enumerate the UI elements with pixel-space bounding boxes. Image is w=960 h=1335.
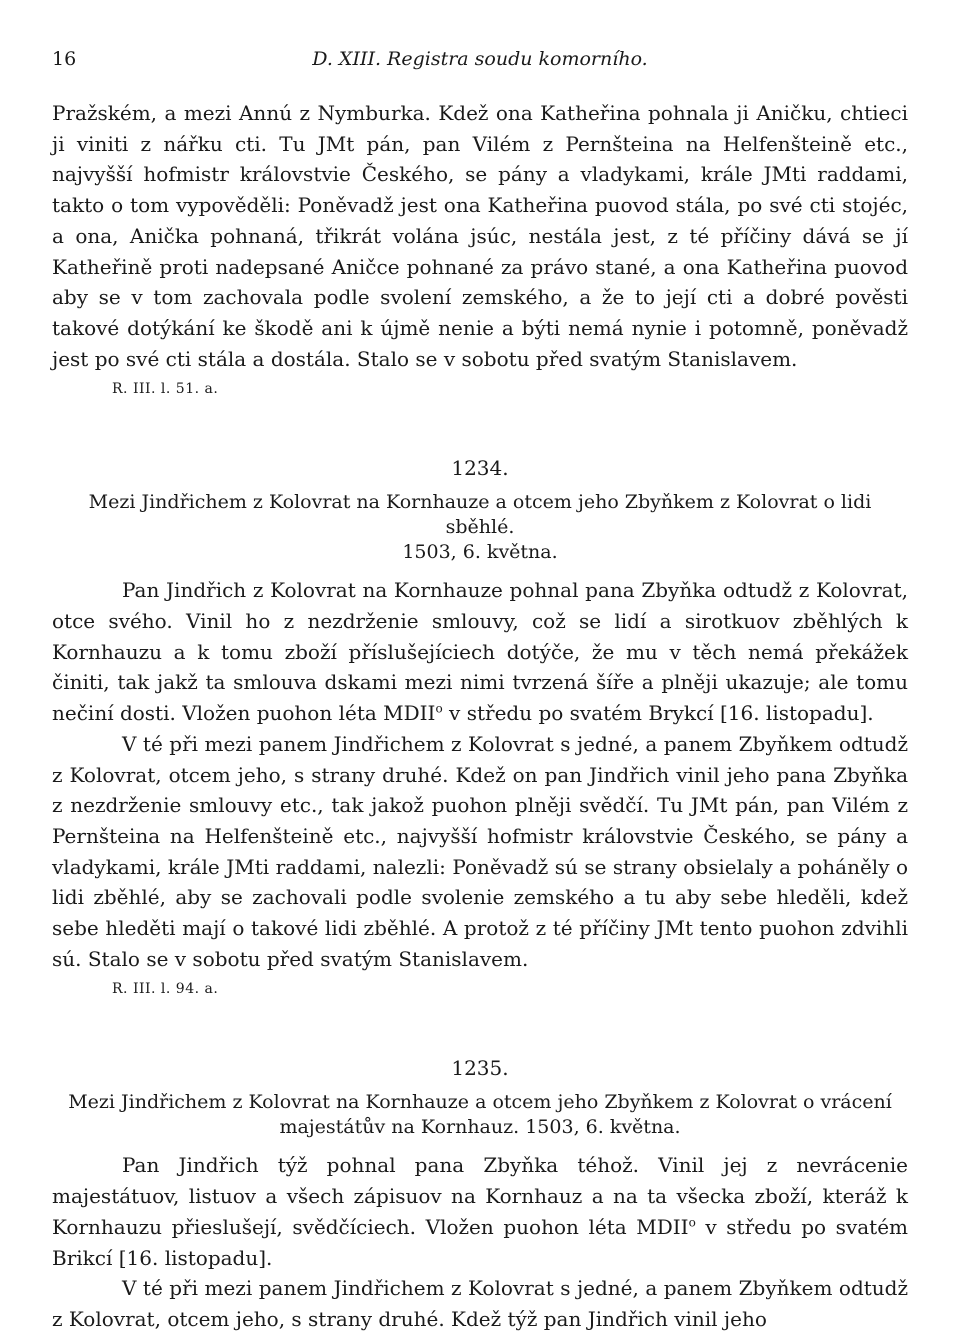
running-title: D. XIII. Registra soudu komorního. xyxy=(312,48,648,70)
entry-paragraph xyxy=(52,575,908,729)
entry-heading xyxy=(52,490,908,565)
entry-heading-text: Mezi Jindřichem z Kolovrat na Kornhauze a otcem jeho Zbyňkem z Kolovrat o lidi sběhlé. xyxy=(88,491,872,539)
entry-heading xyxy=(52,1090,908,1140)
superscript: o xyxy=(435,701,443,716)
entry-heading-text: Mezi Jindřichem z Kolovrat na Kornhauze a otcem jeho Zbyňkem z Kolovrat o vrácení majestátův na Kornhauz. 1503, 6. května. xyxy=(68,1091,892,1139)
page-number: 16 xyxy=(52,48,77,70)
paragraph-text: Pan Jindřich z Kolovrat na Kornhauze pohnal pana Zbyňka odtudž z Kolovrat, otce svého. Vinil ho z nezdrženie smlouvy, což se lidí a sirotkuov zběhlých k Kornhauzu a k tomu zboží příslušejíciech dotýče, že mu v těch nemá překážek činiti, tak jakž ta smlouva dskami mezi nimi tvrzená šíře a plněji ukazuje; ale tomu nečiní dosti. Vložen puohon léta MDII xyxy=(52,578,908,726)
paragraph-text: v středu po svatém Brikcí [16. listopadu]. xyxy=(52,1214,908,1270)
entry-number: 1235. xyxy=(451,1056,509,1081)
entry-paragraph xyxy=(52,1150,908,1273)
continuation-paragraph: Pražském, a mezi Annú z Nymburka. Kdež ona Katheřina pohnala ji Aničku, chtieci ji viniti z nářku cti. Tu JMt pán, pan Vilém z Pernšteina na Helfenšteině etc., najvyšší hofmistr královstvie Českého, se pány a vladykami, krále JMti raddami, takto o tom vypověděli: Poněvadž jest ona Katheřina puovod stála, po své cti stojéc, a ona, Anička pohnaná, třikrát volána jsúc, nestála jest, z té příčiny dává se jí Katheřině proti nadepsané Aničce pohnané za právo stané, a ona Katheřina puovod aby se v tom zachovala podle svolení zemského, a že to její cti a dobré pověsti takové dotýkání ke škodě ani k újmě nenie a býti nemá nynie i potomně, poněvadž jest po své cti stála a dostála. Stalo se v sobotu před svatým Stanislavem. xyxy=(52,101,908,371)
page-body xyxy=(52,98,908,1335)
paragraph-text: v středu po svatém Brykcí [16. listopadu]. xyxy=(442,701,874,726)
source-reference: R. III. l. 51. a. xyxy=(112,381,219,398)
source-reference: R. III. l. 94. a. xyxy=(112,981,219,998)
entry-paragraph: V té při mezi panem Jindřichem z Kolovrat s jedné, a panem Zbyňkem odtudž z Kolovrat, otcem jeho, s strany druhé. Kdež on pan Jindřich vinil jeho pana Zbyňka z nezdrženie smlouvy etc., tak jakož puohon plněji svědčí. Tu JMt pán, pan Vilém z Pernšteina na Helfenšteině etc., najvyšší hofmistr královstvie Českého, se pány a vladykami, krále JMti raddami, nalezli: Poněvadž sú se strany obsielaly a poháněly o lidi zběhlé, aby se zachovali podle svolenie zemského a tu aby sebe hleděli, kdež sebe hleděti mají o takové lidi zběhlé. A protož z té příčiny JMt tento puohon zdvihli sú. Stalo se v sobotu před svatým Stanislavem. xyxy=(52,731,908,971)
paragraph-text: Pan Jindřich týž pohnal pana Zbyňka téhož. Vinil jej z nevrácenie majestátuov, listuov a všech zápisuov na Kornhauz a na ta všecka zboží, kteráž k Kornhauzu přieslušejí, svědčíciech. Vložen puohon léta MDII xyxy=(52,1153,908,1239)
superscript: o xyxy=(688,1215,696,1230)
entry-date: 1503, 6. května. xyxy=(402,541,558,564)
entry-paragraph: V té při mezi panem Jindřichem z Kolovrat s jedné, a panem Zbyňkem odtudž z Kolovrat, otcem jeho, s strany druhé. Kdež týž pan Jindřich vinil jeho xyxy=(52,1276,908,1331)
entry-number: 1234. xyxy=(451,456,509,481)
running-header xyxy=(52,48,908,74)
